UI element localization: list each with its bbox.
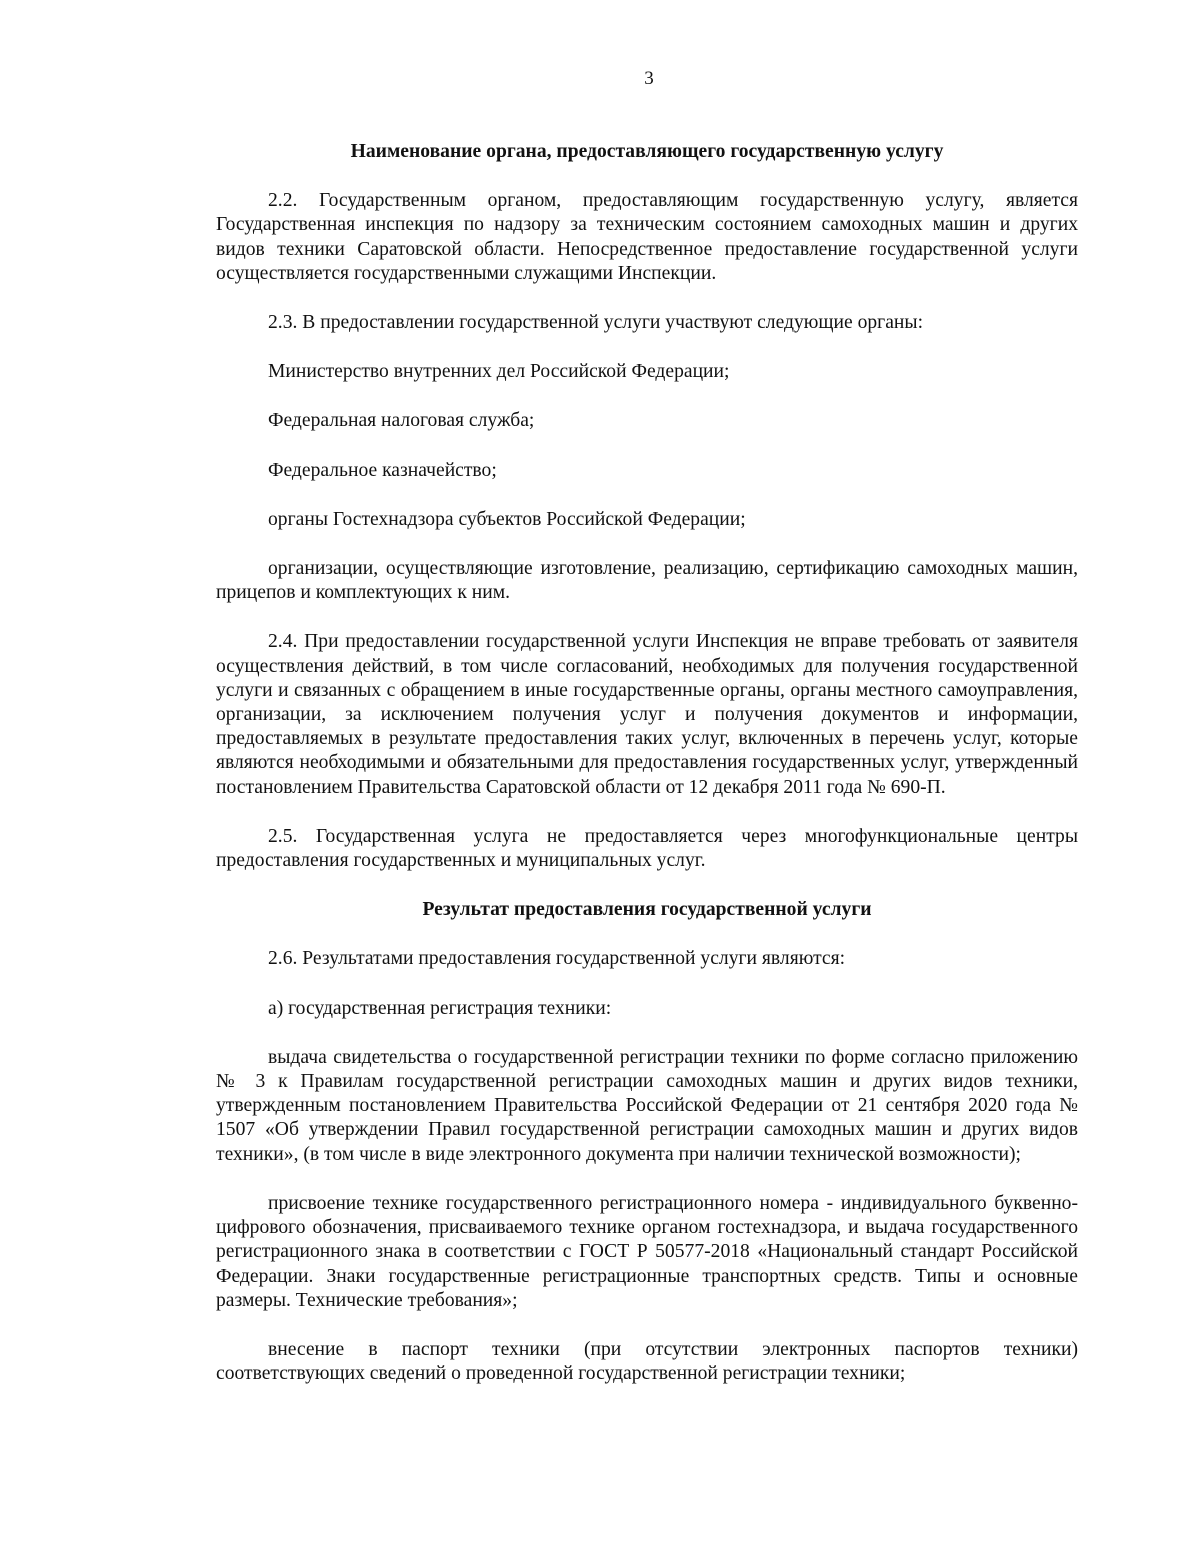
paragraph-2-2: 2.2. Государственным органом, предоставляющим государственную услугу, является Государственная инспекция по надзору за техническим состоянием самоходных машин и других видов техники Саратовской области. Непосредственное предоставление государственной услуги осуществляется государственными служащими Инспекции.: [216, 190, 1078, 284]
paragraph-2-4: 2.4. При предоставлении государственной услуги Инспекция не вправе требовать от заявителя осуществления действий, в том числе согласований, необходимых для получения государственной услуги и связанных с обращением в иные государственные органы, органы местного самоуправления, организации, за исключением получения услуг и получения документов и информации, предоставляемых в результате предоставления таких услуг, включенных в перечень услуг, которые являются необходимыми и обязательными для предоставления государственных услуг, утвержденный постановлением Правительства Саратовской области от 12 декабря 2011 года № 690-П.: [216, 631, 1078, 798]
paragraph-certificate-issue: выдача свидетельства о государственной регистрации техники по форме согласно приложению № 3 к Правилам государственной регистрации самоходных машин и других видов техники, утвержденным постановлением Правительства Российской Федерации от 21 сентября 2020 года № 1507 «Об утверждении Правил государственной регистрации самоходных машин и других видов техники», (в том числе в виде электронного документа при наличии технической возможности);: [216, 1046, 1078, 1165]
paragraph-passport-entry: внесение в паспорт техники (при отсутствии электронных паспортов техники) соответствующих сведений о проведенной государственной регистрации техники;: [216, 1338, 1078, 1385]
body-item-treasury: Федеральное казначейство;: [268, 459, 497, 481]
section-heading-service-result: Результат предоставления государственной услуги: [422, 899, 872, 921]
body-item-fns: Федеральная налоговая служба;: [268, 410, 535, 432]
body-item-organizations: организации, осуществляющие изготовление, реализацию, сертификацию самоходных машин, прицепов и комплектующих к ним.: [216, 558, 1078, 604]
page-number: 3: [644, 68, 654, 89]
paragraph-a-registration: а) государственная регистрация техники:: [268, 997, 612, 1019]
document-body: [216, 140, 1078, 1386]
paragraph-2-5: 2.5. Государственная услуга не предоставляется через многофункциональные центры предоставления государственных и муниципальных услуг.: [216, 825, 1078, 872]
paragraph-2-6: 2.6. Результатами предоставления государственной услуги являются:: [268, 948, 846, 970]
body-item-gostekhnadzor: органы Гостехнадзора субъектов Российской Федерации;: [268, 508, 746, 530]
body-item-mvd: Министерство внутренних дел Российской Федерации;: [268, 361, 730, 383]
paragraph-number-assignment: присвоение технике государственного регистрационного номера - индивидуального буквенно-цифрового обозначения, присваиваемого технике органом гостехнадзора, и выдача государственного регистрационного знака в соответствии с ГОСТ Р 50577-2018 «Национальный стандарт Российской Федерации. Знаки государственные регистрационные транспортных средств. Типы и основные размеры. Технические требования»;: [216, 1192, 1078, 1311]
section-heading-service-provider: Наименование органа, предоставляющего государственную услугу: [350, 141, 944, 162]
paragraph-2-3: 2.3. В предоставлении государственной услуги участвуют следующие органы:: [268, 312, 924, 334]
